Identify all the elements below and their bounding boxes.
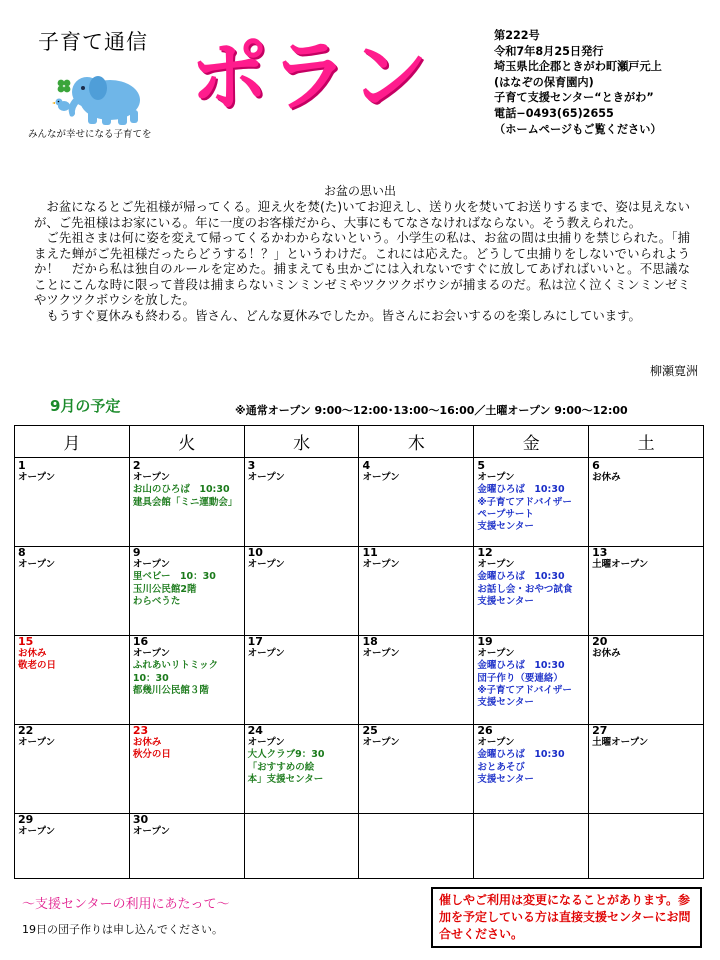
event-line: オープン <box>362 648 400 659</box>
calendar-day-cell <box>15 458 130 547</box>
event-line: 里ベビー 10：30 <box>132 571 216 583</box>
calendar-day-cell <box>15 547 130 636</box>
calendar-week-row <box>15 814 704 879</box>
calendar-day-cell <box>244 814 359 879</box>
event-line: 金曜ひろば 10:30 <box>477 571 565 583</box>
day-number: 8 <box>18 546 26 559</box>
essay-paragraph: もうすぐ夏休みも終わる。皆さん、どんな夏休みでしたか。皆さんにお会いするのを楽しみにしています。 <box>46 307 641 323</box>
event-line: オープン <box>247 559 285 570</box>
issue-line: 埼玉県比企郡ときがわ町瀬戸元上 <box>494 60 662 74</box>
day-number: 20 <box>592 635 608 648</box>
day-number: 11 <box>362 546 378 559</box>
calendar-body <box>15 458 704 879</box>
day-number: 18 <box>362 635 378 648</box>
day-number: 26 <box>477 724 493 737</box>
day-number: 10 <box>247 546 263 559</box>
event-line: オープン <box>477 737 515 748</box>
elephant-illustration <box>50 66 155 128</box>
event-line: 建具会館「ミニ運動会」 <box>132 496 238 508</box>
day-number: 15 <box>18 635 34 648</box>
calendar-day-cell <box>129 814 244 879</box>
event-line: 大人クラブ9：30 <box>247 749 325 761</box>
event-line: 本」支援センター <box>247 773 324 785</box>
event-line: オープン <box>362 737 400 748</box>
calendar-day-cell <box>244 458 359 547</box>
event-line: オープン <box>132 826 170 837</box>
weekday-header: 火 <box>129 426 244 458</box>
event-line: 支援センター <box>477 521 534 533</box>
event-line: オープン <box>362 559 400 570</box>
calendar-day-cell <box>15 814 130 879</box>
event-line: お休み <box>18 648 47 659</box>
event-line: お休み <box>592 648 621 659</box>
motto: みんなが幸せになる子育てを <box>28 129 152 140</box>
newsletter-logo: ポラン <box>190 32 431 122</box>
event-line: オープン <box>477 472 515 483</box>
event-line: オープン <box>247 472 285 483</box>
day-number: 22 <box>18 724 34 737</box>
event-line: 秋分の日 <box>132 749 171 761</box>
event-line: ペープサート <box>477 508 534 520</box>
calendar-day-cell <box>359 725 474 814</box>
day-number: 25 <box>362 724 378 737</box>
essay-title: お盆の思い出 <box>323 184 396 198</box>
issue-line: 第222号 <box>494 29 540 42</box>
calendar-day-cell <box>474 814 589 879</box>
day-number: 4 <box>362 459 371 472</box>
calendar-week-row <box>15 725 704 814</box>
event-line: ※子育てアドバイザー <box>477 684 572 696</box>
day-number: 9 <box>132 546 141 559</box>
day-number: 27 <box>592 724 608 737</box>
event-line: オープン <box>247 737 285 748</box>
calendar-day-cell <box>359 814 474 879</box>
event-line: 金曜ひろば 10:30 <box>477 749 565 761</box>
essay-author: 柳瀬寛洲 <box>649 364 698 378</box>
event-line: 団子作り（要連絡） <box>477 672 563 684</box>
opening-hours-note: ※通常オープン 9:00～12:00･13:00～16:00／土曜オープン 9:00～12:00 <box>235 404 628 417</box>
event-line: 土曜オープン <box>592 559 649 570</box>
event-line: お休み <box>132 737 162 748</box>
event-line: オープン <box>247 648 285 659</box>
calendar-day-cell <box>359 547 474 636</box>
event-line: 土曜オープン <box>592 737 649 748</box>
weekday-header: 水 <box>244 426 359 458</box>
event-line: わらべうた <box>132 595 181 607</box>
change-notice: 催しやご利用は変更になることがあります。参加を予定している方は直接支援センターにお問合せください。 <box>431 887 702 948</box>
issue-line: (はなぞの保育園内) <box>494 75 594 89</box>
day-number: 23 <box>132 724 149 737</box>
calendar-day-cell <box>129 458 244 547</box>
day-number: 24 <box>247 724 263 737</box>
issue-line: 令和7年8月25日発行 <box>494 44 604 58</box>
event-line: ※子育てアドバイザー <box>477 496 572 508</box>
weekday-header: 木 <box>359 426 474 458</box>
calendar-day-cell <box>129 636 244 725</box>
calendar-day-cell <box>359 458 474 547</box>
calendar-day-cell <box>15 636 130 725</box>
event-line: オープン <box>477 559 515 570</box>
calendar-day-cell <box>589 458 704 547</box>
event-line: 支援センター <box>477 773 534 785</box>
calendar-day-cell <box>129 725 244 814</box>
calendar-day-cell <box>474 458 589 547</box>
event-line: 都幾川公民館３階 <box>132 684 209 696</box>
day-number: 3 <box>247 459 256 472</box>
issue-line: （ホームページもご覧ください） <box>494 122 662 136</box>
event-line: オープン <box>477 648 515 659</box>
calendar-day-cell <box>244 725 359 814</box>
issue-line: 電話−0493(65)2655 <box>494 106 614 120</box>
event-line: オープン <box>132 648 170 659</box>
day-number: 1 <box>18 459 26 472</box>
event-line: 「おすすめの絵 <box>247 761 315 773</box>
calendar-day-cell <box>129 547 244 636</box>
calendar-day-cell <box>589 547 704 636</box>
event-line: お話し会・おやつ試食 <box>477 583 573 595</box>
support-note: 19日の団子作りは申し込んでください。 <box>22 923 223 936</box>
calendar-day-cell <box>244 636 359 725</box>
calendar-day-cell <box>474 725 589 814</box>
event-line: 支援センター <box>477 595 534 607</box>
day-number: 6 <box>592 459 600 472</box>
event-line: おとあそび <box>477 761 525 773</box>
event-line: 支援センター <box>477 697 534 709</box>
event-line: お休み <box>592 472 621 483</box>
event-line: 10：30 <box>132 672 169 684</box>
event-line: オープン <box>132 472 170 483</box>
weekday-header: 月 <box>15 426 130 458</box>
day-number: 16 <box>132 635 149 648</box>
calendar-day-cell <box>589 636 704 725</box>
event-line: オープン <box>18 472 56 483</box>
event-line: 金曜ひろば 10:30 <box>477 484 565 496</box>
event-line: ふれあいリトミック <box>132 660 219 672</box>
newsletter-title: 子育て通信 <box>38 30 148 54</box>
weekday-header: 土 <box>589 426 704 458</box>
event-line: オープン <box>18 737 56 748</box>
calendar-table <box>14 425 704 879</box>
support-heading: ～支援センターの利用にあたって～ <box>22 897 230 912</box>
event-line: 玉川公民館2階 <box>132 583 197 595</box>
calendar-day-cell <box>589 814 704 879</box>
essay-body <box>34 199 690 323</box>
event-line: オープン <box>132 559 170 570</box>
event-line: 敬老の日 <box>18 660 57 672</box>
essay-paragraph: ご先祖さまは何に姿を変えて帰ってくるかわからないという。小学生の私は、お盆の間は虫捕りを禁じられた。「捕まえた蝉がご先祖様だったらどうする！？」というわけだ。これには応えた。どうして虫捕りをしないでいられようか！ だから私は独自のルールを定めた。捕まえても虫かごには入れないですぐに放してあげればいいと。不思議なことにこんな時に限って普段は捕まらないミンミンゼミやツクツクボウシが捕まるのだ。私は泣く泣くミンミンゼミやツクツクボウシを放した。 <box>34 230 690 307</box>
schedule-heading: 9月の予定 <box>50 397 121 415</box>
calendar-day-cell <box>474 636 589 725</box>
day-number: 5 <box>477 459 485 472</box>
event-line: 金曜ひろば 10:30 <box>477 660 565 672</box>
calendar-day-cell <box>589 725 704 814</box>
day-number: 29 <box>18 813 34 826</box>
calendar-week-row <box>15 458 704 547</box>
calendar-week-row <box>15 636 704 725</box>
weekday-header-row <box>15 426 704 458</box>
day-number: 12 <box>477 546 493 559</box>
day-number: 19 <box>477 635 493 648</box>
event-line: オープン <box>362 472 400 483</box>
day-number: 30 <box>132 813 149 826</box>
day-number: 13 <box>592 546 608 559</box>
calendar-day-cell <box>359 636 474 725</box>
calendar-week-row <box>15 547 704 636</box>
event-line: オープン <box>18 559 56 570</box>
day-number: 2 <box>132 459 141 472</box>
issue-info <box>494 28 662 137</box>
essay-paragraph: お盆になるとご先祖様が帰ってくる。迎え火を焚(た)いてお迎えし、送り火を焚いてお送りするまで、姿は見えないが、ご先祖様はお家にいる。年に一度のお客様だから、大事にもてなさなければならない。そう教えられた。 <box>34 199 690 230</box>
weekday-header: 金 <box>474 426 589 458</box>
calendar-day-cell <box>474 547 589 636</box>
day-number: 17 <box>247 635 263 648</box>
event-line: お山のひろば 10:30 <box>132 484 230 496</box>
calendar-day-cell <box>15 725 130 814</box>
clover-icon <box>58 80 71 93</box>
event-line: オープン <box>18 826 56 837</box>
calendar-day-cell <box>244 547 359 636</box>
issue-line: 子育て支援センター“ときがわ” <box>494 91 654 105</box>
